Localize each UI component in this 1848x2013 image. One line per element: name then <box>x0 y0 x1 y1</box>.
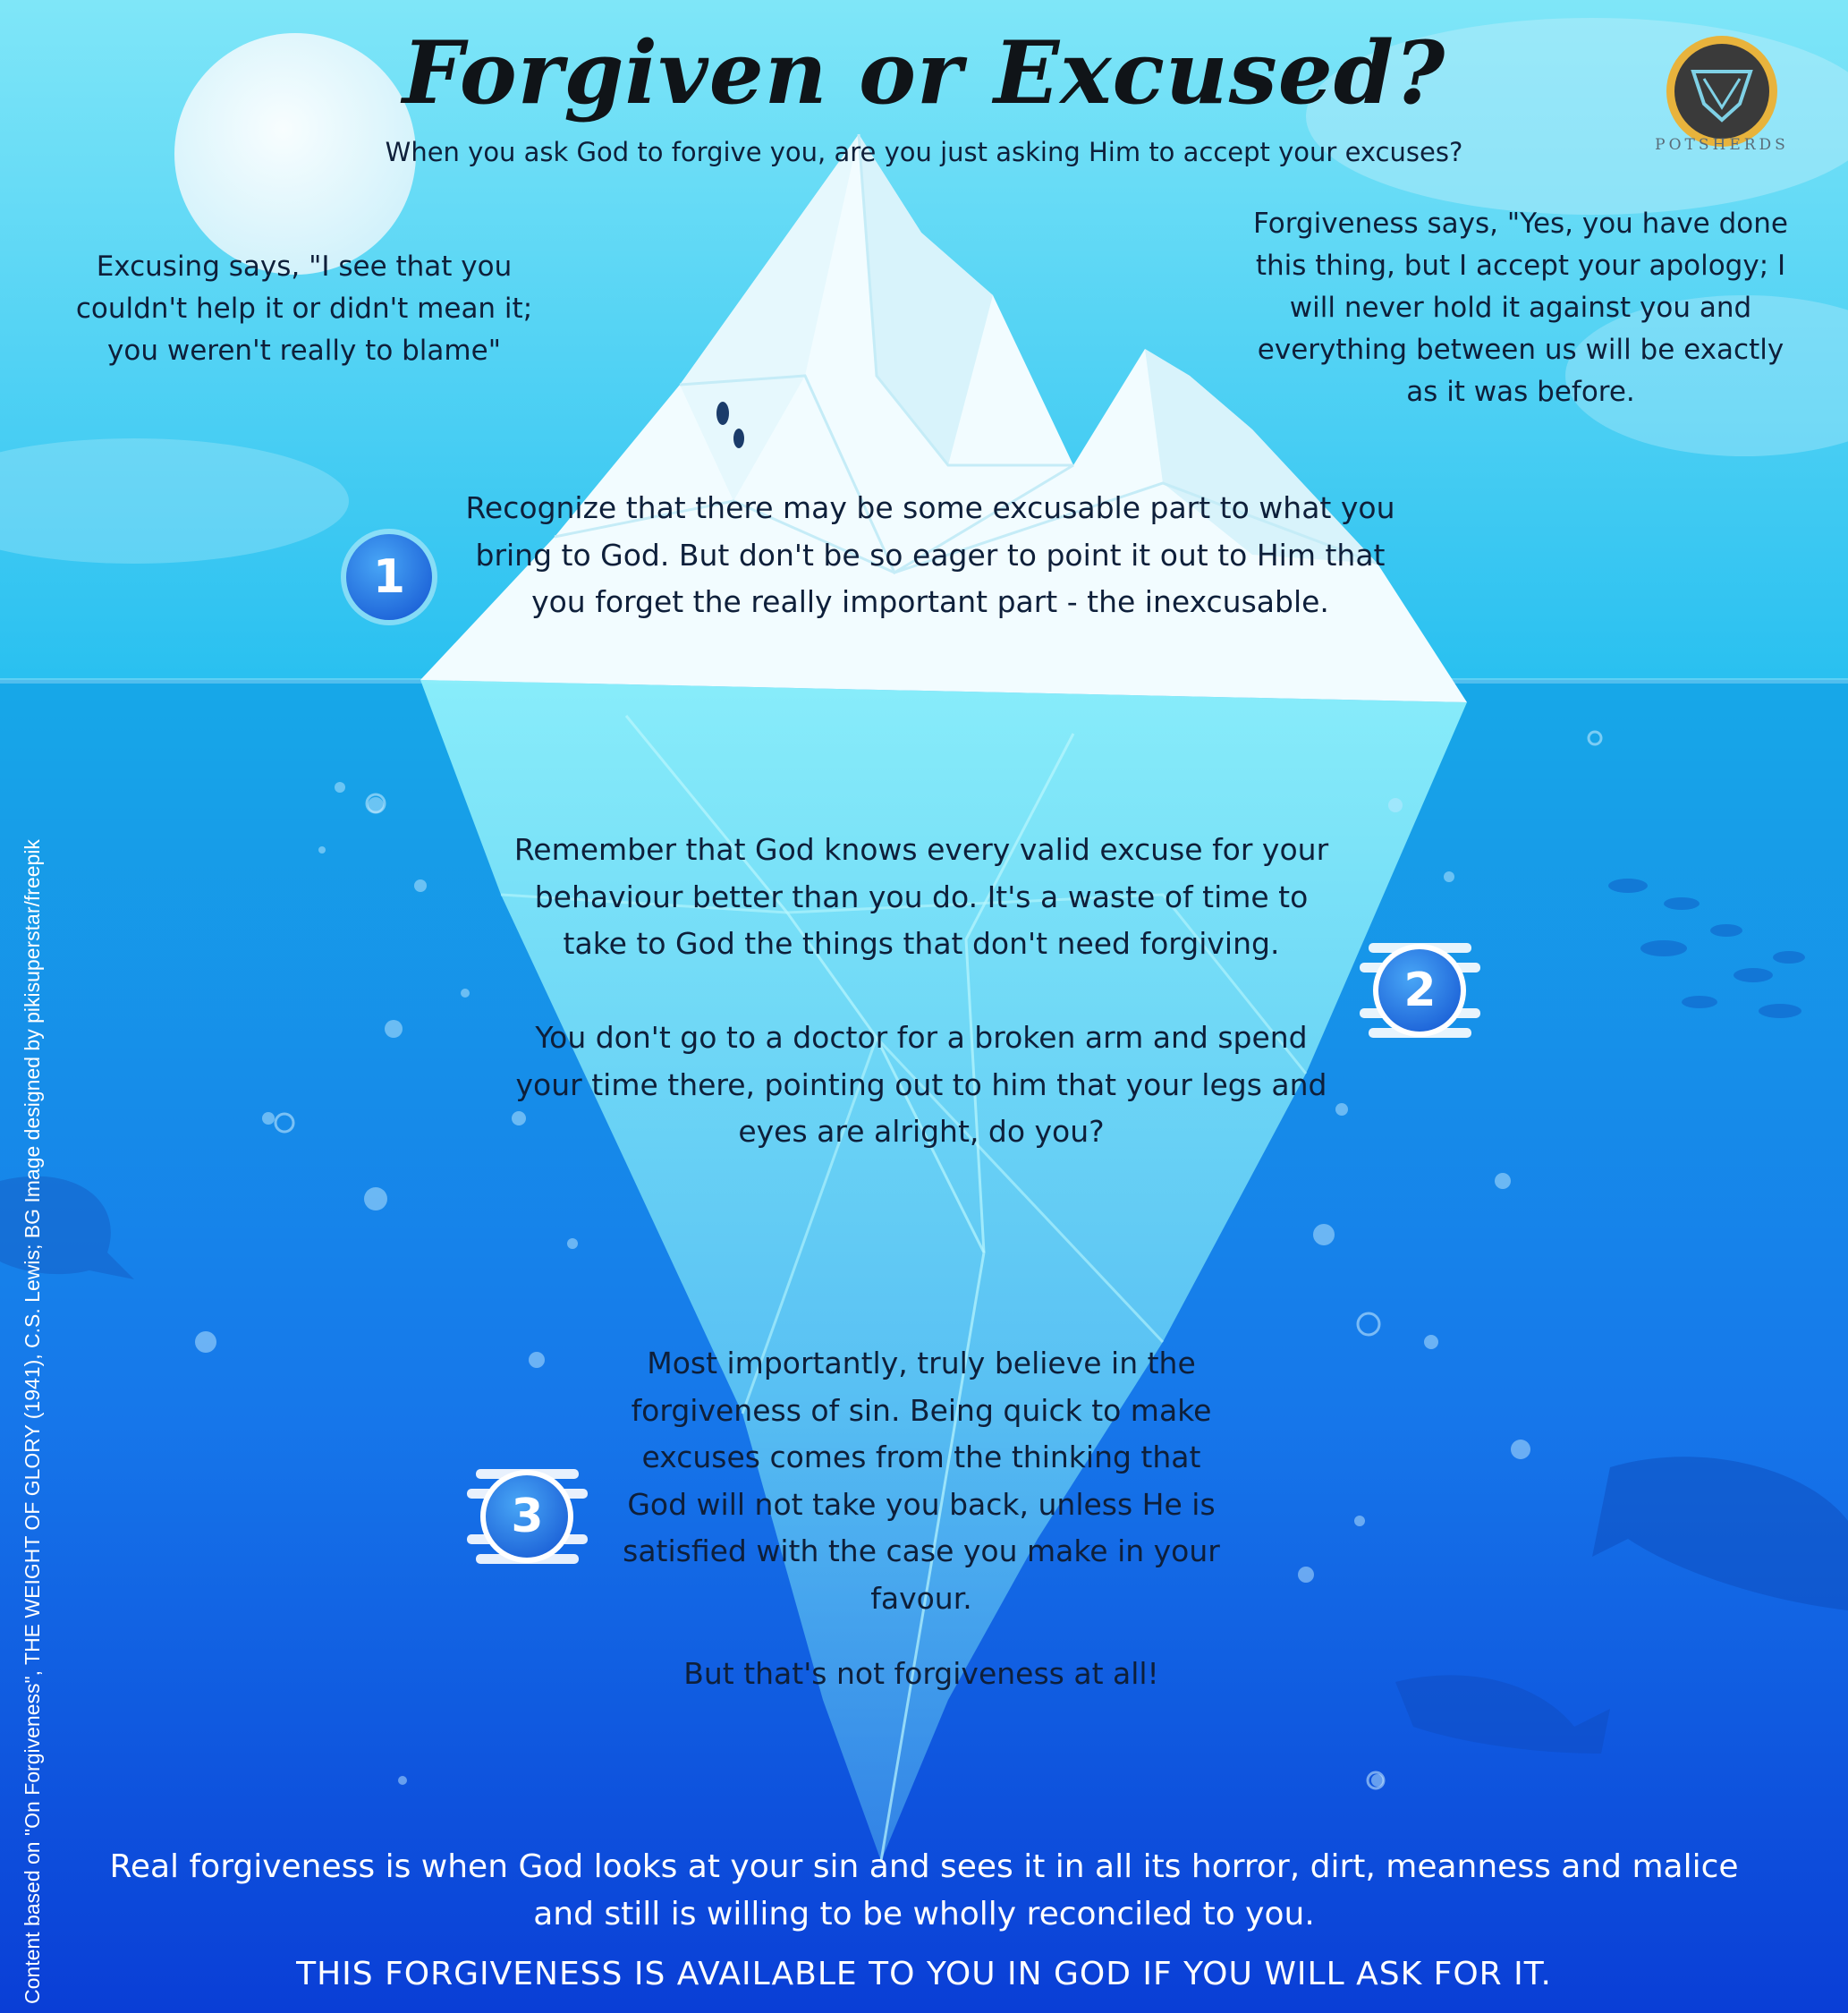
badge-1 <box>340 528 438 626</box>
badge-3 <box>467 1458 588 1575</box>
point-2-text-example: You don't go to a doctor for a broken arm and spend your time there, pointing out to him that your legs and eyes are alright, do you? <box>515 1020 1327 1149</box>
point-3-text: Most importantly, truly believe in the forgiveness of sin. Being quick to make excuses comes from the thinking that God will not take you back, unless He is satisfied with the case you make in your favour. <box>623 1346 1220 1616</box>
point-3-text-conclusion: But that's not forgiveness at all! <box>683 1656 1159 1691</box>
point-1-text: Recognize that there may be some excusable part to what you bring to God. But don't be so eager to point it out to Him that you forget the really important part - the inexcusable. <box>465 490 1395 619</box>
badge-number: 1 <box>372 550 406 604</box>
penguin <box>716 402 729 425</box>
page-title: Forgiven or Excused? <box>402 22 1446 123</box>
logo-text: POTSHERDS <box>1655 136 1789 154</box>
badge-number: 2 <box>1403 964 1437 1017</box>
call-to-action: THIS FORGIVENESS IS AVAILABLE TO YOU IN GOD IF YOU WILL ASK FOR IT. <box>296 1956 1552 1992</box>
real-forgiveness-text: Real forgiveness is when God looks at your sin and sees it in all its horror, dirt, meanness and malice and still is willing to be wholly reconciled to you. <box>109 1848 1739 1932</box>
page-subtitle: When you ask God to forgive you, are you just asking Him to accept your excuses? <box>385 137 1463 167</box>
forgiveness-quote: Forgiveness says, "Yes, you have done this thing, but I accept your apology; I will never hold it against you and everything between us will be exactly as it was before. <box>1253 208 1788 408</box>
credit-text: Content based on "On Forgiveness", THE WEIGHT OF GLORY (1941), C.S. Lewis; BG Image designed by pikisuperstar/freepik <box>21 839 44 2004</box>
point-2-text: Remember that God knows every valid excuse for your behaviour better than you do. It's a waste of time to take to God the things that don't need forgiving. <box>513 832 1329 961</box>
penguin <box>733 429 744 448</box>
badge-2 <box>1360 932 1480 1049</box>
badge-number: 3 <box>511 1490 544 1543</box>
excusing-quote: Excusing says, "I see that you couldn't help it or didn't mean it; you weren't really to blame" <box>75 251 533 367</box>
